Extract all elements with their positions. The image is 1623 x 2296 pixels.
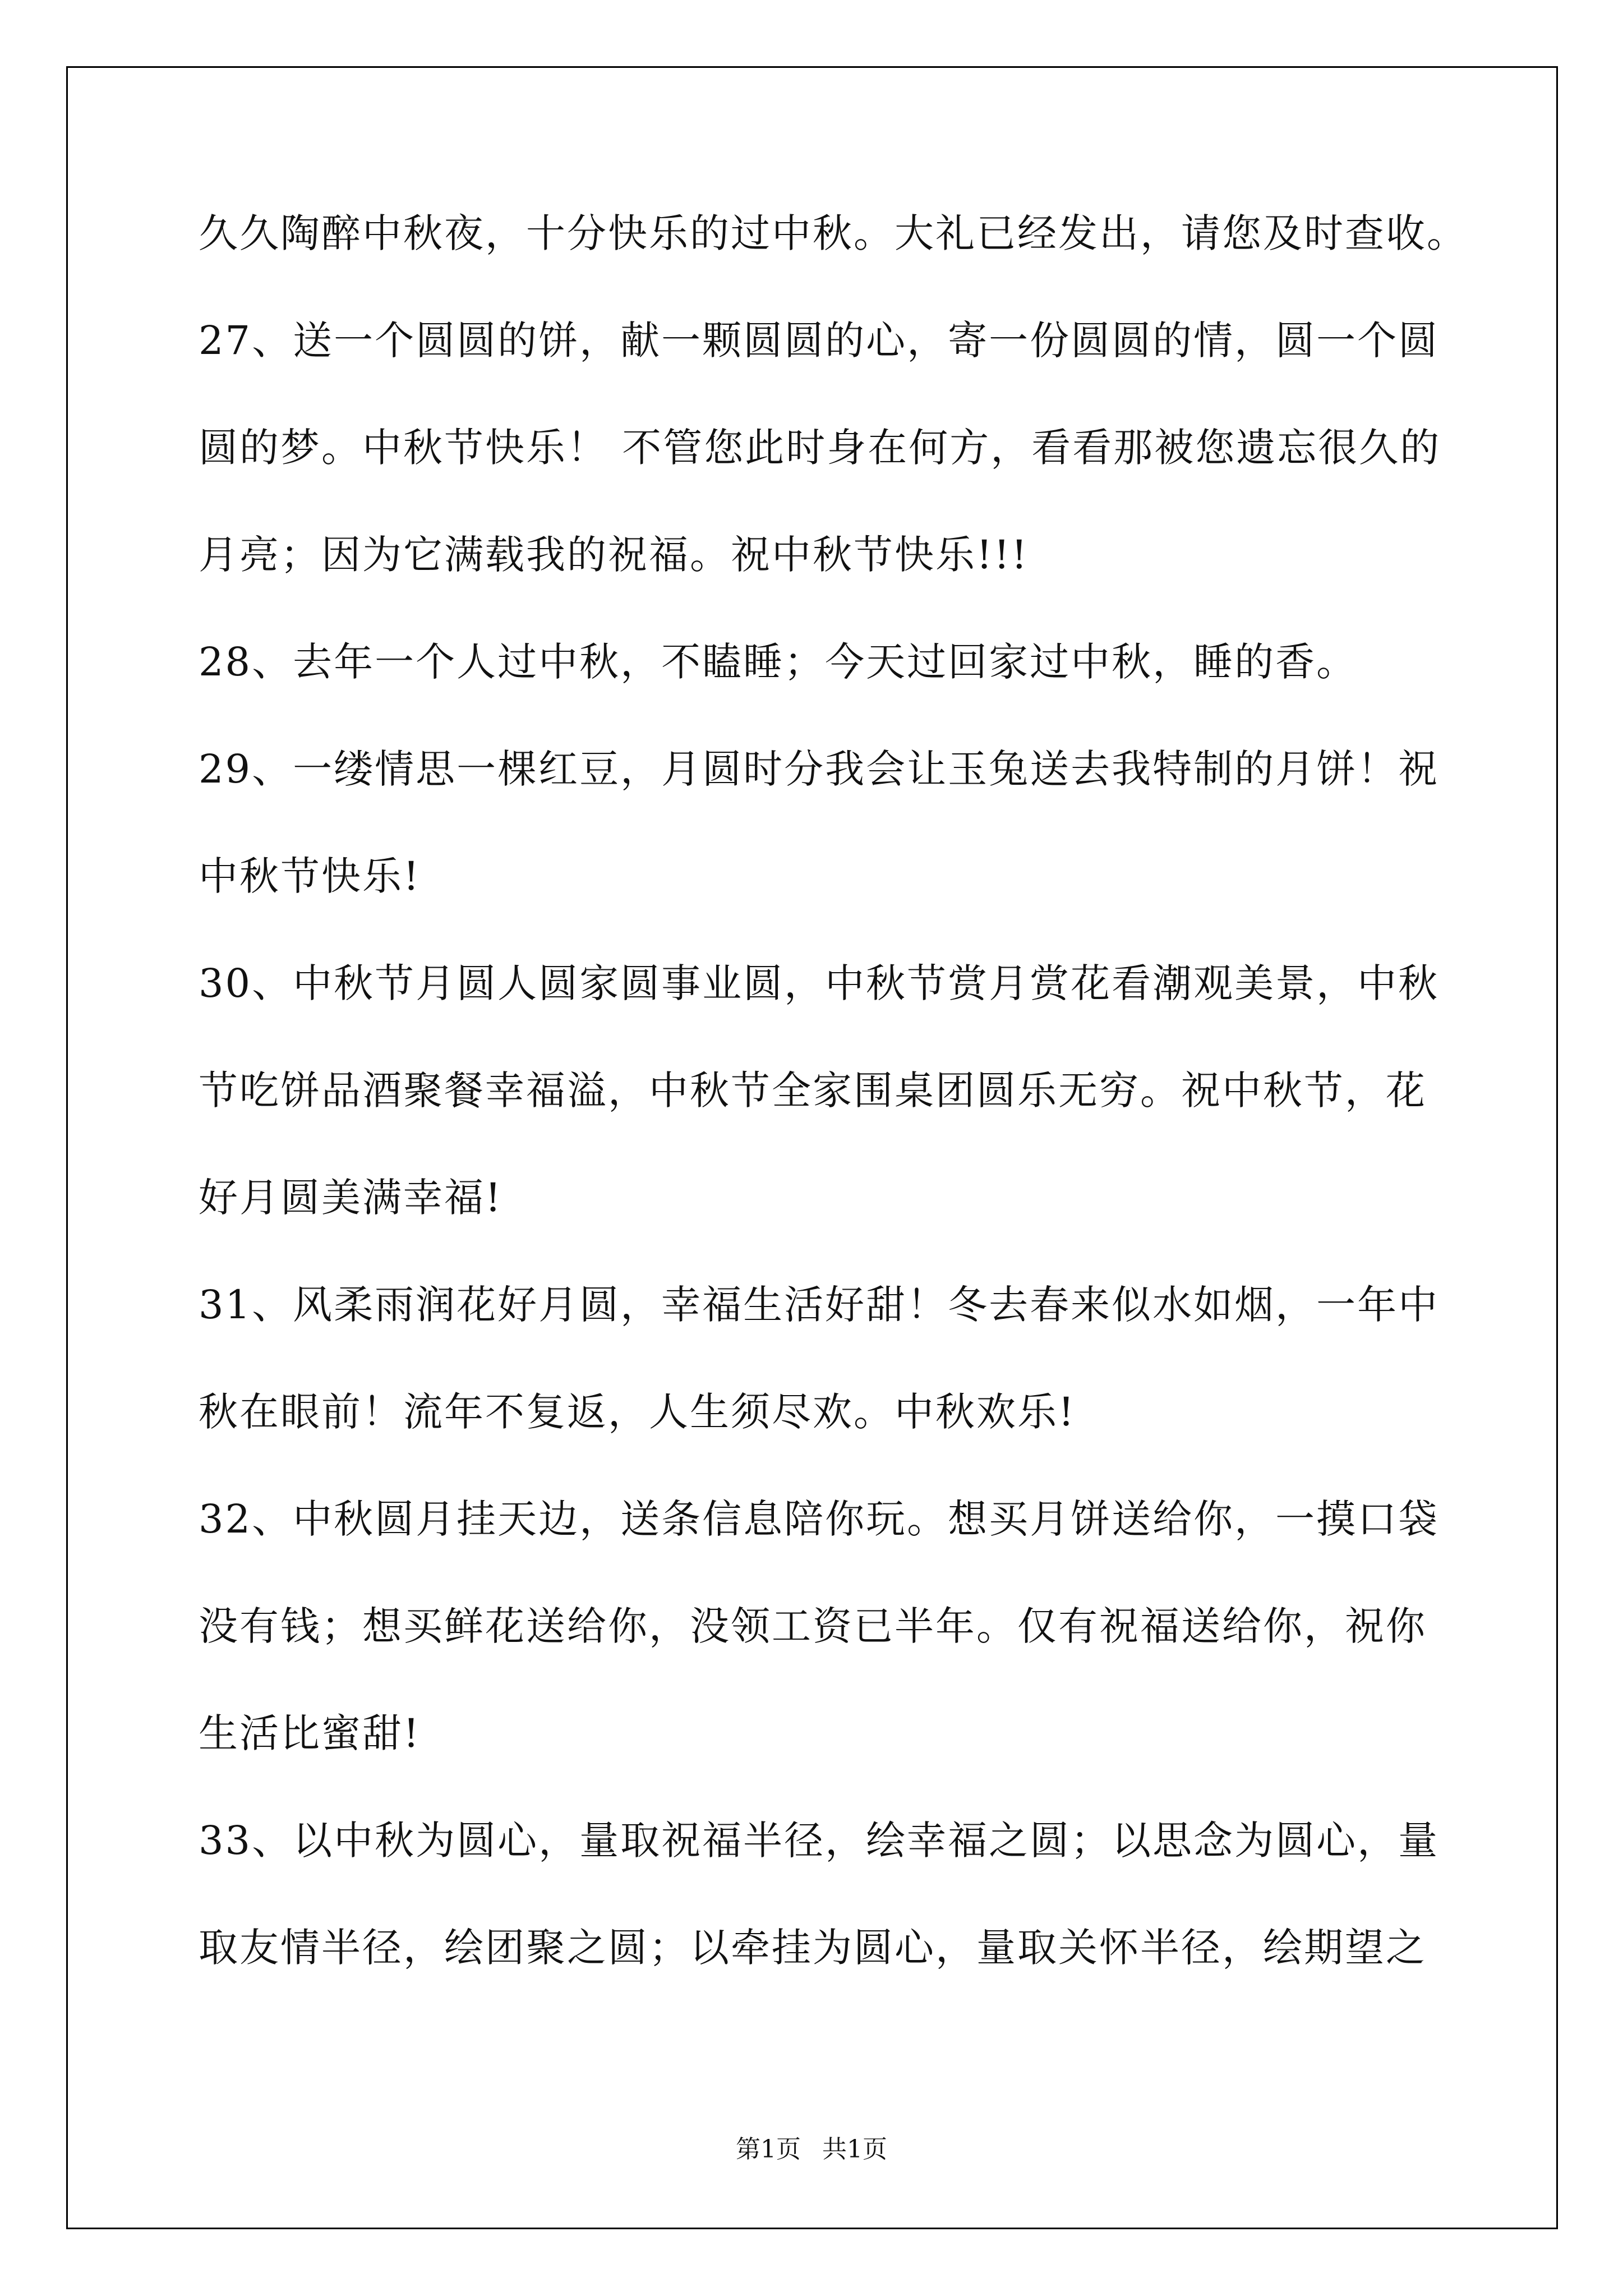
text-line: 好月圆美满幸福! (199, 1175, 503, 1221)
text-line: 没有钱；想买鲜花送给你，没领工资已半年。仅有祝福送给你，祝你 (199, 1603, 1427, 1649)
page-footer (0, 2129, 1623, 2165)
text-line: 秋在眼前！流年不复返，人生须尽欢。中秋欢乐! (199, 1389, 1076, 1435)
text-line: 圆的梦。中秋节快乐！ 不管您此时身在何方，看看那被您遗忘很久的 (199, 425, 1441, 471)
text-line: 取友情半径，绘团聚之圆；以牵挂为圆心，量取关怀半径，绘期望之 (199, 1925, 1427, 1971)
text-line: 27、送一个圆圆的饼，献一颗圆圆的心，寄一份圆圆的情，圆一个圆 (199, 318, 1440, 364)
text-line: 29、一缕情思一棵红豆，月圆时分我会让玉兔送去我特制的月饼！祝 (199, 746, 1440, 792)
text-line: 33、以中秋为圆心，量取祝福半径，绘幸福之圆；以思念为圆心，量 (199, 1818, 1440, 1864)
text-line: 月亮；因为它满载我的祝福。祝中秋节快乐!!! (199, 532, 1029, 578)
text-line: 30、中秋节月圆人圆家圆事业圆，中秋节赏月赏花看潮观美景，中秋 (199, 960, 1440, 1006)
text-line: 31、风柔雨润花好月圆，幸福生活好甜！冬去春来似水如烟，一年中 (199, 1282, 1440, 1328)
document-body (199, 206, 1483, 2028)
text-line: 生活比蜜甜! (199, 1710, 421, 1756)
text-line: 久久陶醉中秋夜，十分快乐的过中秋。大礼已经发出，请您及时查收。 (199, 210, 1468, 256)
page-number-total: 共1页 (822, 2135, 887, 2164)
page-number-current: 第1页 (736, 2135, 801, 2164)
text-line: 中秋节快乐! (199, 853, 421, 899)
text-line: 28、去年一个人过中秋，不瞌睡；今天过回家过中秋，睡的香。 (199, 639, 1358, 685)
text-line: 节吃饼品酒聚餐幸福溢，中秋节全家围桌团圆乐无穷。祝中秋节，花 (199, 1068, 1427, 1114)
text-line: 32、中秋圆月挂天边，送条信息陪你玩。想买月饼送给你，一摸口袋 (199, 1496, 1440, 1542)
